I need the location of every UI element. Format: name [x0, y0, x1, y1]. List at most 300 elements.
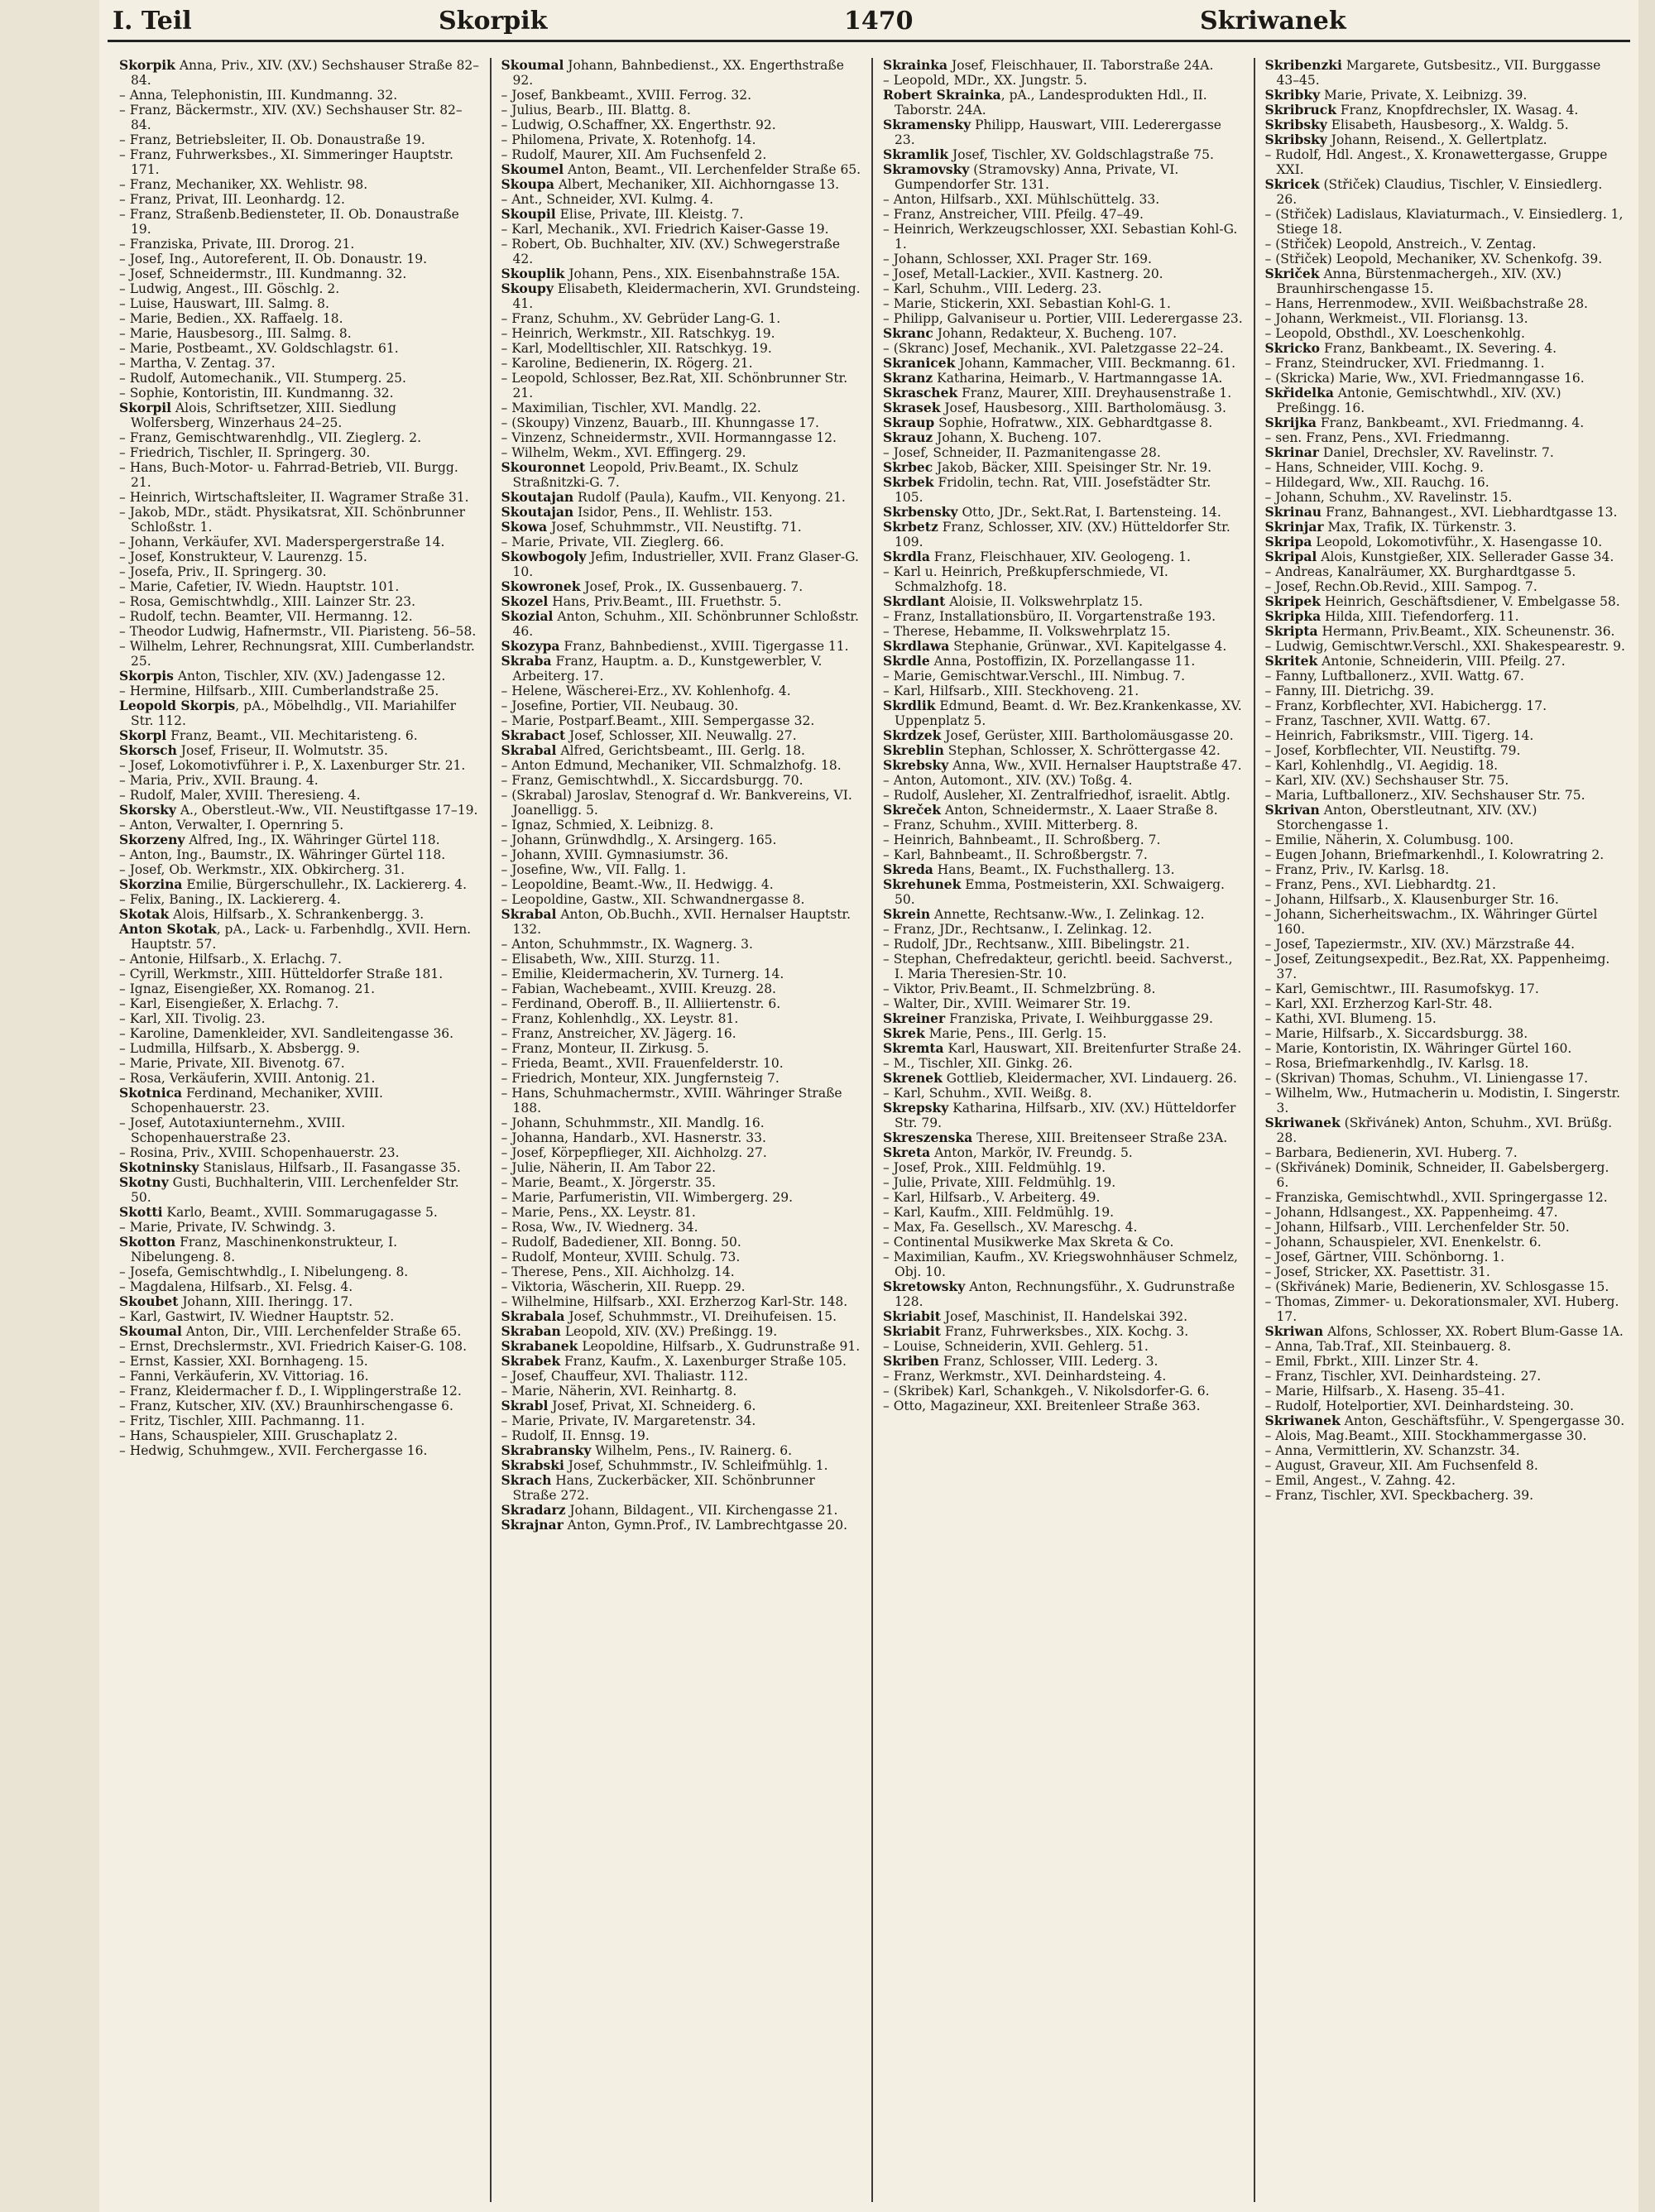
- entry-details: Marie, Private, XII. Bivenotg. 67.: [129, 1056, 345, 1071]
- directory-entry: [501, 698, 862, 713]
- entry-surname: Skreta: [883, 1144, 931, 1160]
- directory-entry: [119, 1413, 480, 1428]
- entry-details: Anton, Schuhm., XII. Schönbrunner Schloßstr. 46.: [512, 609, 859, 639]
- entry-details: Elisabeth, Hausbesorg., X. Waldg. 5.: [1326, 118, 1569, 132]
- entry-details: Philipp, Galvaniseur u. Portier, VIII. Lederergasse 23.: [893, 311, 1243, 326]
- directory-entry: [883, 73, 1244, 88]
- directory-entry: [883, 162, 1244, 192]
- entry-details: (Střiček) Ladislaus, Klaviaturmach., V. Einsiedlerg. 1, Stiege 18.: [1275, 207, 1624, 237]
- directory-entry: [883, 58, 1244, 73]
- entry-details: Ludmilla, Hilfsarb., X. Absbergg. 9.: [129, 1041, 360, 1056]
- entry-details: Karl, Kaufm., XIII. Feldmühlg. 19.: [893, 1205, 1115, 1220]
- directory-entry: [119, 1354, 480, 1369]
- entry-details: Alfons, Schlosser, XX. Robert Blum-Gasse 1A.: [1323, 1324, 1624, 1339]
- entry-surname: Skriwanek: [1264, 1115, 1341, 1130]
- entry-details: Marie, Private, VII. Zieglerg. 66.: [511, 535, 724, 549]
- entry-details: Franz, Anstreicher, XV. Jägerg. 16.: [511, 1026, 736, 1041]
- entry-details: Hans, Herrenmodew., XVII. Weißbachstraße 28.: [1275, 296, 1588, 311]
- entry-details: Rudolf, Hdl. Angest., X. Kronawettergasse, Gruppe XXI.: [1275, 147, 1608, 177]
- directory-entry: [883, 594, 1244, 609]
- entry-details: Hans, Schauspieler, XIII. Gruschaplatz 2.: [129, 1428, 398, 1443]
- entry-details: Anton, Schneidermstr., X. Laaer Straße 8.: [941, 803, 1218, 818]
- entry-details: Franz, Korbflechter, XVI. Habichergg. 17.: [1275, 698, 1547, 713]
- directory-entry: [883, 773, 1244, 788]
- entry-details: Helene, Wäscherei-Erz., XV. Kohlenhofg. 4.: [511, 684, 791, 698]
- directory-entry: [883, 341, 1244, 356]
- entry-details: Marie, Gemischtwar.Verschl., III. Nimbug. 7.: [893, 669, 1186, 684]
- entry-details: Josef, Schneidermstr., III. Kundmanng. 32.: [129, 266, 407, 281]
- entry-surname: Skowronek: [501, 578, 581, 594]
- entry-details: Anton, Tischler, XIV. (XV.) Jadengasse 12.: [173, 669, 446, 684]
- directory-entry: [501, 147, 862, 162]
- entry-details: Leopoldine, Hilfsarb., X. Gudrunstraße 91.: [578, 1339, 861, 1354]
- directory-entry: [119, 1428, 480, 1443]
- directory-entry: [119, 549, 480, 564]
- entry-details: Marie, Stickerin, XXI. Sebastian Kohl-G. 1.: [893, 296, 1171, 311]
- entry-surname: Skrinau: [1264, 504, 1322, 520]
- directory-entry: [883, 252, 1244, 266]
- entry-details: Gottlieb, Kleidermacher, XVI. Lindauerg. 26.: [942, 1071, 1237, 1086]
- entry-surname: Robert Skrainka: [883, 87, 1001, 103]
- entry-details: Emil, Fbrkt., XIII. Linzer Str. 4.: [1275, 1354, 1479, 1369]
- entry-surname: Skrbetz: [883, 519, 938, 535]
- entry-details: Franz, Fuhrwerksbes., XIX. Kochg. 3.: [940, 1324, 1189, 1339]
- entry-details: Rosa, Briefmarkenhdlg., IV. Karlsg. 18.: [1275, 1056, 1529, 1071]
- entry-surname: Skotti: [119, 1204, 163, 1220]
- entry-details: Franziska, Gemischtwhdl., XVII. Springergasse 12.: [1275, 1190, 1608, 1205]
- directory-entry: [1265, 430, 1626, 445]
- directory-entry: [501, 728, 862, 743]
- entry-surname: Skreda: [883, 861, 933, 877]
- directory-entry: [501, 415, 862, 430]
- entry-details: Alois, Hilfsarb., X. Schrankenbergg. 3.: [169, 907, 425, 922]
- directory-entry: [119, 967, 480, 981]
- directory-entry: [883, 654, 1244, 669]
- entry-details: Friedrich, Monteur, XIX. Jungfernsteig 7.: [511, 1071, 780, 1086]
- directory-entry: [501, 1116, 862, 1130]
- directory-entry: [119, 564, 480, 579]
- directory-entry: [883, 758, 1244, 773]
- directory-entry: [119, 996, 480, 1011]
- entry-details: Johann, Bildagent., VII. Kirchengasse 21.: [565, 1503, 838, 1518]
- directory-entry: [501, 326, 862, 341]
- directory-entry: [1265, 1399, 1626, 1413]
- entry-details: Hans, Schneider, VIII. Kochg. 9.: [1275, 460, 1484, 475]
- entry-details: Eugen Johann, Briefmarkenhdl., I. Kolowratring 2.: [1275, 847, 1605, 862]
- directory-entry: [883, 1071, 1244, 1086]
- entry-details: Jefim, Industrieller, XVII. Franz Glaser-G. 10.: [512, 549, 859, 579]
- directory-entry: [501, 758, 862, 773]
- entry-details: Johann, Kammacher, VIII. Beckmanng. 61.: [955, 356, 1236, 371]
- entry-details: Josef, Rechn.Ob.Revid., XIII. Sampog. 7.: [1275, 579, 1537, 594]
- entry-details: Karl, XII. Tivolig. 23.: [129, 1011, 266, 1026]
- directory-entry: [119, 818, 480, 832]
- entry-surname: Skripa: [1264, 534, 1312, 549]
- entry-details: Fanni, Verkäuferin, XV. Vittoriag. 16.: [129, 1369, 369, 1384]
- directory-entry: [119, 862, 480, 877]
- entry-details: Leopold, MDr., XX. Jungstr. 5.: [893, 73, 1087, 88]
- directory-entry: [883, 401, 1244, 415]
- entry-details: Franz, Bahnangest., XVI. Liebhardtgasse 13.: [1322, 505, 1618, 520]
- entry-details: Franz, Bäckermstr., XIV. (XV.) Sechshauser Str. 82–84.: [129, 103, 463, 132]
- directory-entry: [119, 981, 480, 996]
- entry-details: Josefine, Portier, VII. Neubaug. 30.: [511, 698, 739, 713]
- header-last-name: Skriwanek: [1200, 7, 1346, 36]
- directory-entry: [883, 877, 1244, 907]
- directory-entry: [119, 445, 480, 460]
- directory-entry: [119, 386, 480, 401]
- directory-entry: [119, 758, 480, 773]
- directory-entry: [501, 371, 862, 401]
- entry-surname: Skrdla: [883, 549, 930, 564]
- entry-details: Franz, Bahnbedienst., XVIII. Tigergasse 11.: [559, 639, 849, 654]
- entry-details: Heinrich, Werkzeugschlosser, XXI. Sebastian Kohl-G. 1.: [893, 222, 1238, 252]
- entry-details: Marie, Hilfsarb., X. Siccardsburgg. 38.: [1275, 1026, 1528, 1041]
- entry-details: Hans, Schuhmachermstr., XVIII. Währinger Straße 188.: [511, 1086, 842, 1116]
- entry-details: Rosa, Gemischtwhdlg., XIII. Lainzer Str. 23.: [129, 594, 416, 609]
- entry-details: Alfred, Ing., IX. Währinger Gürtel 118.: [185, 832, 440, 847]
- entry-details: Hans, Beamt., IX. Fuchsthallerg. 13.: [933, 862, 1175, 877]
- entry-details: Josef, Zeitungsexpedit., Bez.Rat, XX. Pappenheimg. 37.: [1275, 952, 1610, 981]
- directory-entry: [119, 877, 480, 892]
- directory-entry: [883, 296, 1244, 311]
- entry-surname: Skotak: [119, 906, 170, 922]
- entry-details: , pA., Möbelhdlg., VII. Mariahilfer Str. 112.: [131, 698, 457, 728]
- entry-details: Otto, JDr., Sekt.Rat, I. Bartensteing. 14.: [957, 505, 1221, 520]
- entry-details: Anton, Ing., Baumstr., IX. Währinger Gürtel 118.: [129, 847, 446, 862]
- entry-surname: Skraup: [883, 415, 935, 430]
- directory-entry: [119, 952, 480, 967]
- directory-entry: [1265, 311, 1626, 326]
- entry-surname: Skribenzki: [1264, 58, 1342, 73]
- entry-details: A., Oberstleut.-Ww., VII. Neustiftgasse 17–19.: [175, 803, 478, 818]
- directory-entry: [1265, 981, 1626, 996]
- entry-details: Anton, Ob.Buchh., XVII. Hernalser Hauptstr. 132.: [512, 907, 851, 937]
- entry-details: Katharina, Heimarb., V. Hartmanngasse 1A.: [933, 371, 1223, 386]
- entry-details: Josef, Schuhmmstr., IV. Schleifmühlg. 1.: [564, 1458, 828, 1473]
- entry-details: Marie, Cafetier, IV. Wiedn. Hauptstr. 101.: [129, 579, 400, 594]
- directory-entry: [501, 1518, 862, 1533]
- entry-surname: Skrabact: [501, 727, 566, 743]
- directory-entry: [119, 356, 480, 371]
- entry-surname: Skoumal: [501, 58, 564, 73]
- directory-entry: [501, 1026, 862, 1041]
- entry-details: Aloisie, II. Volkswehrplatz 15.: [945, 594, 1144, 609]
- entry-details: Karoline, Bedienerin, IX. Rögerg. 21.: [511, 356, 753, 371]
- directory-entry: [1265, 877, 1626, 892]
- directory-entry: [119, 594, 480, 609]
- directory-entry: [883, 326, 1244, 341]
- entry-details: Josef, Maschinist, II. Handelskai 392.: [940, 1309, 1188, 1324]
- entry-details: Wilhelmine, Hilfsarb., XXI. Erzherzog Karl-Str. 148.: [511, 1294, 848, 1309]
- entry-surname: Skowbogoly: [501, 549, 587, 564]
- header-first-name: Skorpik: [439, 7, 548, 36]
- directory-entry: [883, 1101, 1244, 1130]
- directory-entry: [1265, 773, 1626, 788]
- entry-surname: Skoumel: [501, 161, 564, 177]
- directory-entry: [883, 981, 1244, 996]
- entry-details: Jakob, MDr., städt. Physikatsrat, XII. Schönbrunner Schloßstr. 1.: [129, 505, 466, 535]
- directory-entry: [501, 773, 862, 788]
- directory-entry: [501, 132, 862, 147]
- directory-entry: [1265, 1116, 1626, 1145]
- directory-entry: [883, 1279, 1244, 1309]
- directory-entry: [1265, 847, 1626, 862]
- entry-details: Johann, Hdlsangest., XX. Pappenheimg. 47.: [1275, 1205, 1558, 1220]
- entry-details: Antonie, Schneiderin, VIII. Pfeilg. 27.: [1317, 654, 1566, 669]
- entry-details: Rudolf, Ausleher, XI. Zentralfriedhof, israelit. Abtlg.: [893, 788, 1230, 803]
- entry-details: Alois, Mag.Beamt., XIII. Stockhammergasse 30.: [1275, 1428, 1587, 1443]
- entry-details: Josefine, Ww., VII. Fallg. 1.: [511, 862, 687, 877]
- directory-entry: [1265, 892, 1626, 907]
- directory-entry: [501, 162, 862, 177]
- entry-surname: Skrbec: [883, 459, 933, 475]
- entry-surname: Skotton: [119, 1234, 176, 1250]
- entry-details: Stephan, Chefredakteur, gerichtl. beeid. Sachverst., I. Maria Theresien-Str. 10.: [893, 952, 1233, 981]
- entry-details: Leopoldine, Beamt.-Ww., II. Hedwigg. 4.: [511, 877, 774, 892]
- entry-details: Franz, Installationsbüro, II. Vorgartenstraße 193.: [893, 609, 1216, 624]
- entry-details: Franz, Privat, III. Leonhardg. 12.: [129, 192, 345, 207]
- entry-details: Josef, Prok., IX. Gussenbauerg. 7.: [580, 579, 804, 594]
- directory-entry: [883, 1205, 1244, 1220]
- directory-entry: [883, 669, 1244, 684]
- directory-entry: [119, 535, 480, 549]
- directory-entry: [1265, 1354, 1626, 1369]
- entry-details: Karl, Hauswart, XII. Breitenfurter Straße 24.: [943, 1041, 1242, 1056]
- entry-details: Fanny, III. Dietrichg. 39.: [1275, 684, 1435, 698]
- directory-entry: [1265, 1235, 1626, 1250]
- entry-details: Theodor Ludwig, Hafnermstr., VII. Piaristeng. 56–58.: [129, 624, 477, 639]
- directory-entry: [119, 296, 480, 311]
- directory-entry: [501, 1086, 862, 1116]
- entry-surname: Skripka: [1264, 608, 1322, 624]
- entry-surname: Skrenek: [883, 1070, 943, 1086]
- directory-entry: [501, 1339, 862, 1354]
- column-1: [109, 58, 492, 2202]
- entry-details: Margarete, Gutsbesitz., VII. Burggasse 43–45.: [1276, 58, 1601, 88]
- entry-surname: Skremta: [883, 1040, 944, 1056]
- entry-details: Stephan, Schlosser, X. Schröttergasse 42.: [943, 743, 1221, 758]
- entry-details: Johann, Bahnbedienst., XX. Engerthstraße 92.: [512, 58, 844, 88]
- entry-surname: Skotny: [119, 1174, 169, 1190]
- directory-entry: [883, 1399, 1244, 1413]
- entry-surname: Skriwan: [1264, 1323, 1324, 1339]
- directory-entry: [1265, 535, 1626, 549]
- entry-surname: Skrdlawa: [883, 638, 950, 654]
- entry-details: Franz, JDr., Rechtsanw., I. Zelinkag. 12.: [893, 922, 1153, 937]
- entry-surname: Skrabski: [501, 1457, 564, 1473]
- entry-details: Ferdinand, Mechaniker, XVIII. Schopenhauerstr. 23.: [131, 1086, 383, 1116]
- entry-details: Heinrich, Fabriksmstr., VIII. Tigerg. 14.: [1275, 728, 1534, 743]
- entry-surname: Skriben: [883, 1353, 939, 1369]
- directory-entry: [1265, 1041, 1626, 1056]
- entry-details: Josef, Korbflechter, VII. Neustiftg. 79.: [1275, 743, 1521, 758]
- directory-entry: [501, 281, 862, 311]
- entry-surname: Skreblin: [883, 742, 944, 758]
- directory-entry: [501, 1160, 862, 1175]
- entry-details: Karl, Hilfsarb., XIII. Steckhoveng. 21.: [893, 684, 1139, 698]
- directory-entry: [501, 1443, 862, 1458]
- directory-entry: [501, 118, 862, 132]
- columns-container: [109, 58, 1635, 2202]
- entry-details: Franz, Monteur, II. Zirkusg. 5.: [511, 1041, 709, 1056]
- directory-entry: [883, 460, 1244, 475]
- entry-surname: Skrbensky: [883, 504, 958, 520]
- directory-entry: [1265, 490, 1626, 505]
- entry-details: Franz, Kaufm., X. Laxenburger Straße 105.: [560, 1354, 847, 1369]
- directory-entry: [1265, 564, 1626, 579]
- entry-details: (Skřivánek) Dominik, Schneider, II. Gabelsbergerg. 6.: [1275, 1160, 1609, 1190]
- entry-details: Anton, Beamt., VII. Lerchenfelder Straße 65.: [564, 162, 861, 177]
- directory-entry: [1265, 1071, 1626, 1086]
- directory-entry: [883, 1309, 1244, 1324]
- directory-entry: [883, 952, 1244, 981]
- entry-details: Anton Edmund, Mechaniker, VII. Schmalzhofg. 18.: [511, 758, 842, 773]
- entry-details: Franz, Schuhm., XV. Gebrüder Lang-G. 1.: [511, 311, 781, 326]
- directory-entry: [501, 207, 862, 222]
- entry-details: Emilie, Näherin, X. Columbusg. 100.: [1275, 832, 1514, 847]
- entry-surname: Skriwanek: [1264, 1413, 1341, 1428]
- directory-entry: [501, 1428, 862, 1443]
- entry-surname: Skrdzek: [883, 727, 942, 743]
- directory-entry: [883, 684, 1244, 698]
- entry-details: Josef, Friseur, II. Wolmutstr. 35.: [176, 743, 388, 758]
- entry-details: Wilhelm, Lehrer, Rechnungsrat, XIII. Cumberlandstr. 25.: [129, 639, 475, 669]
- directory-entry: [501, 1056, 862, 1071]
- entry-details: Therese, Pens., XII. Aichholzg. 14.: [511, 1264, 735, 1279]
- directory-entry: [119, 430, 480, 445]
- entry-surname: Skripek: [1264, 593, 1321, 609]
- entry-details: , pA., Lack- u. Farbenhdlg., XVII. Hern. Hauptstr. 57.: [131, 922, 472, 952]
- entry-details: Johann, Hilfsarb., VIII. Lerchenfelder Str. 50.: [1275, 1220, 1570, 1235]
- directory-entry: [883, 445, 1244, 460]
- entry-details: Ludwig, Gemischtwr.Verschl., XXI. Shakespearestr. 9.: [1275, 639, 1625, 654]
- directory-entry: [883, 1190, 1244, 1205]
- directory-entry: [501, 1190, 862, 1205]
- entry-details: Karl, Modelltischler, XII. Ratschkyg. 19.: [511, 341, 772, 356]
- entry-details: Josef, Ob. Werkmstr., XIX. Obkircherg. 31.: [129, 862, 405, 877]
- entry-surname: Skozial: [501, 608, 554, 624]
- directory-entry: [119, 1279, 480, 1294]
- entry-surname: Skrek: [883, 1025, 925, 1041]
- entry-details: Karlo, Beamt., XVIII. Sommarugagasse 5.: [162, 1205, 438, 1220]
- entry-surname: Skrinar: [1264, 444, 1319, 460]
- entry-details: Josef, Autotaxiunternehm., XVIII. Schopenhauerstraße 23.: [129, 1116, 346, 1145]
- entry-surname: Skorzina: [119, 876, 183, 892]
- entry-details: (Skranc) Josef, Mechanik., XVI. Paletzgasse 22–24.: [893, 341, 1224, 356]
- entry-surname: Skorzeny: [119, 832, 185, 847]
- directory-entry: [119, 1399, 480, 1413]
- directory-entry: [119, 728, 480, 743]
- entry-surname: Skrajnar: [501, 1517, 564, 1533]
- directory-entry: [501, 341, 862, 356]
- directory-entry: [119, 1294, 480, 1309]
- entry-details: Johann, Verkäufer, XVI. Maderspergerstraße 14.: [129, 535, 445, 549]
- directory-entry: [883, 1130, 1244, 1145]
- entry-details: Anna, Ww., XVII. Hernalser Hauptstraße 47.: [948, 758, 1242, 773]
- entry-details: Franz, Mechaniker, XX. Wehlistr. 98.: [129, 177, 368, 192]
- entry-details: (Skřivánek) Marie, Bedienerin, XV. Schlosgasse 15.: [1275, 1279, 1609, 1294]
- directory-entry: [119, 847, 480, 862]
- entry-details: Maximilian, Kaufm., XV. Kriegswohnhäuser Schmelz, Obj. 10.: [893, 1250, 1238, 1279]
- entry-details: Franz, Beamt., VII. Mechitaristeng. 6.: [166, 728, 418, 743]
- entry-details: Franziska, Private, I. Weihburggasse 29.: [945, 1011, 1213, 1026]
- directory-entry: [1265, 1011, 1626, 1026]
- directory-entry: [883, 222, 1244, 252]
- entry-details: (Skřivánek) Anton, Schuhm., XVI. Brüßg. 28.: [1276, 1116, 1613, 1145]
- directory-entry: [1265, 1413, 1626, 1428]
- entry-surname: Skranz: [883, 370, 933, 386]
- entry-surname: Skrinjar: [1264, 519, 1324, 535]
- entry-details: Anton, Dir., VIII. Lerchenfelder Straße 65.: [181, 1324, 462, 1339]
- entry-details: Anton, Schuhmmstr., IX. Wagnerg. 3.: [511, 937, 753, 952]
- entry-details: Therese, Hebamme, II. Volkswehrplatz 15.: [893, 624, 1171, 639]
- entry-details: Karl, Eisengießer, X. Erlachg. 7.: [129, 996, 339, 1011]
- directory-entry: [1265, 684, 1626, 698]
- directory-entry: [1265, 907, 1626, 937]
- entry-details: Josef, Privat, XI. Schneiderg. 6.: [548, 1399, 756, 1413]
- directory-entry: [501, 847, 862, 862]
- entry-details: Rudolf, Maurer, XII. Am Fuchsenfeld 2.: [511, 147, 767, 162]
- entry-surname: Skoubet: [119, 1293, 179, 1309]
- entry-details: (Skoupy) Vinzenz, Bauarb., III. Khunngasse 17.: [511, 415, 819, 430]
- directory-entry: [1265, 862, 1626, 877]
- entry-surname: Skřidelka: [1264, 385, 1334, 401]
- entry-details: Franz, Fleischhauer, XIV. Geologeng. 1.: [929, 549, 1191, 564]
- entry-details: Karl, Gemischtwr., III. Rasumofskyg. 17.: [1275, 981, 1539, 996]
- directory-entry: [119, 624, 480, 639]
- entry-details: Johann, Grünwdhdlg., X. Arsingerg. 165.: [511, 832, 777, 847]
- directory-entry: [119, 147, 480, 177]
- entry-details: Katharina, Hilfsarb., XIV. (XV.) Hütteldorfer Str. 79.: [895, 1101, 1236, 1130]
- entry-surname: Skotninsky: [119, 1159, 199, 1175]
- directory-entry: [883, 639, 1244, 654]
- directory-entry: [1265, 118, 1626, 132]
- entry-details: Emilie, Kleidermacherin, XV. Turnerg. 14.: [511, 967, 784, 981]
- entry-details: Cyrill, Werkmstr., XIII. Hütteldorfer Straße 181.: [129, 967, 444, 981]
- entry-details: Johann, XIII. Iheringg. 17.: [178, 1294, 353, 1309]
- directory-entry: [501, 311, 862, 326]
- directory-entry: [1265, 803, 1626, 832]
- directory-entry: [883, 1220, 1244, 1235]
- entry-details: Marie, Kontoristin, IX. Währinger Gürtel 160.: [1275, 1041, 1572, 1056]
- entry-details: Antonie, Gemischtwhdl., XIV. (XV.) Preßingg. 16.: [1276, 386, 1561, 415]
- entry-surname: Skripta: [1264, 623, 1318, 639]
- entry-details: Marie, Hilfsarb., X. Haseng. 35–41.: [1275, 1384, 1505, 1399]
- entry-surname: Skraschek: [883, 385, 958, 401]
- entry-details: Anton, Gymn.Prof., IV. Lambrechtgasse 20.: [563, 1518, 848, 1533]
- entry-details: Marie, Postbeamt., XV. Goldschlagstr. 61.: [129, 341, 399, 356]
- entry-details: Antonie, Hilfsarb., X. Erlachg. 7.: [129, 952, 342, 967]
- entry-details: Karl, XXI. Erzherzog Karl-Str. 48.: [1275, 996, 1493, 1011]
- directory-entry: [1265, 460, 1626, 475]
- directory-entry: [1265, 654, 1626, 669]
- directory-entry: [883, 192, 1244, 207]
- entry-surname: Skrasek: [883, 400, 941, 415]
- directory-entry: [883, 118, 1244, 147]
- directory-entry: [501, 967, 862, 981]
- directory-entry: [1265, 788, 1626, 803]
- directory-entry: [1265, 832, 1626, 847]
- directory-entry: [883, 1175, 1244, 1190]
- entry-details: Ant., Schneider, XVI. Kulmg. 4.: [511, 192, 714, 207]
- directory-entry: [1265, 1443, 1626, 1458]
- entry-details: Franz, Knopfdrechsler, IX. Wasag. 4.: [1336, 103, 1579, 118]
- directory-entry: [501, 192, 862, 207]
- directory-entry: [883, 743, 1244, 758]
- entry-surname: Skrauz: [883, 429, 933, 445]
- page-number: 1470: [844, 7, 914, 36]
